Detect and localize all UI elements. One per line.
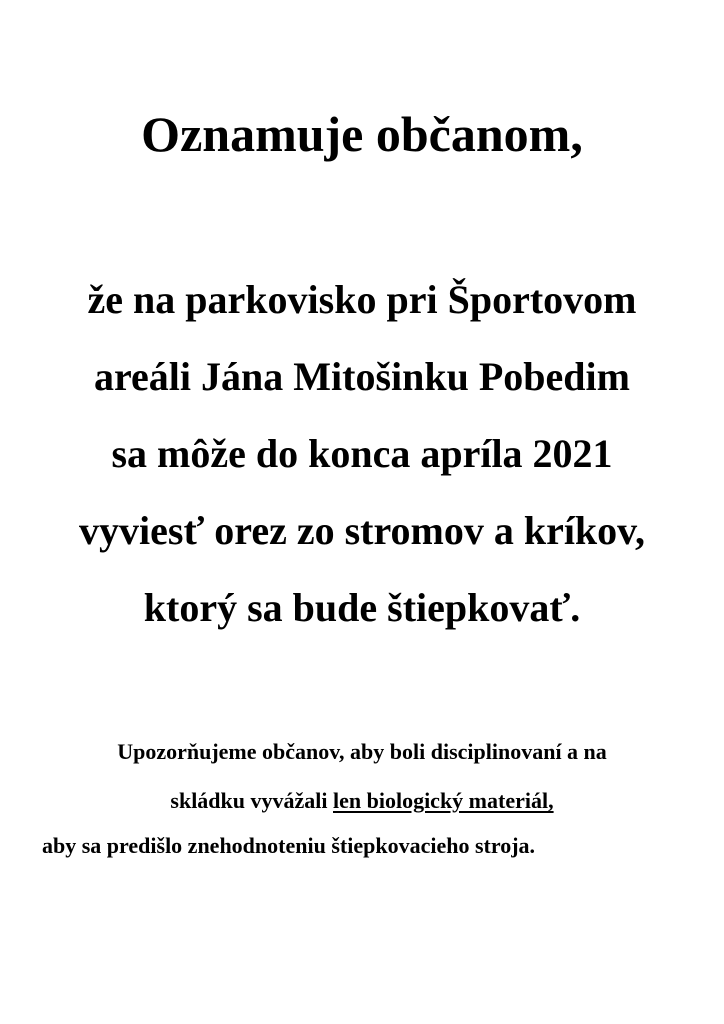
notice-body-line-4: vyviesť orez zo stromov a kríkov,	[79, 508, 645, 553]
warning-line-1: Upozorňujeme občanov, aby boli disciplinovaní a na	[117, 739, 607, 764]
notice-body-line-3: sa môže do konca apríla 2021	[111, 431, 613, 476]
notice-body-line-2: areáli Jána Mitošinku Pobedim	[94, 354, 630, 399]
notice-title: Oznamuje občanom,	[141, 106, 583, 162]
notice-body-line-1: že na parkovisko pri Športovom	[87, 277, 637, 322]
warning-line-3: aby sa predišlo znehodnoteniu štiepkovacieho stroja.	[42, 833, 536, 858]
warning-line-2-prefix: skládku vyvážali	[170, 788, 333, 813]
warning-underlined-phrase: len biologický materiál,	[333, 788, 554, 813]
warning-line-2	[0, 787, 724, 815]
notice-body-line-5: ktorý sa bude štiepkovať.	[143, 585, 581, 630]
